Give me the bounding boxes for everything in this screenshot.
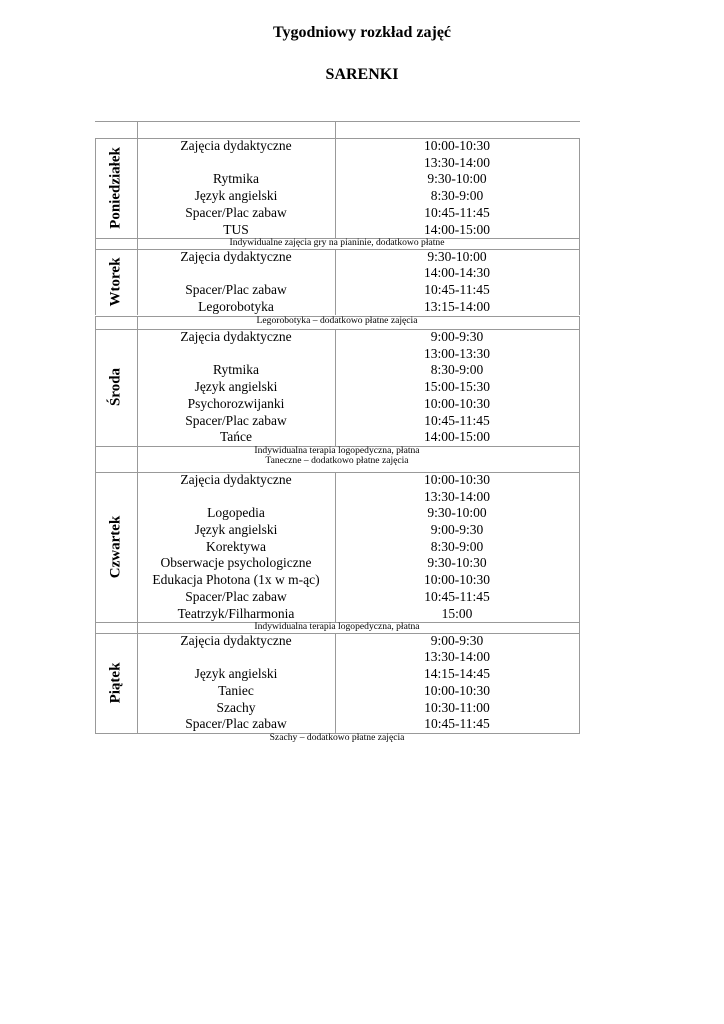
day-label <box>95 633 137 733</box>
note-text: Indywidualna terapia logopedyczna, płatna <box>254 621 420 633</box>
note-text: Taneczne – dodatkowo płatne zajęcia <box>265 455 409 467</box>
time-cell: 15:00 <box>441 605 473 621</box>
activity-cell: Taniec <box>218 682 254 698</box>
activity-cell: TUS <box>223 221 249 237</box>
day-name: Czwartek <box>107 515 124 579</box>
time-cell: 13:30-14:00 <box>424 154 490 170</box>
activity-cell: Tańce <box>219 429 253 445</box>
grid-line <box>579 238 580 249</box>
page-title: Tygodniowy rozkład zajęć <box>272 24 452 41</box>
activity-cell: Zajęcia dydaktyczne <box>180 248 292 264</box>
activity-cell: Język angielski <box>194 188 278 204</box>
time-cell: 9:00-9:30 <box>430 329 484 344</box>
activity-cell: Edukacja Photona (1x w m-ąc) <box>152 572 320 588</box>
time-cell: 10:45-11:45 <box>424 588 490 604</box>
time-cell: 8:30-9:00 <box>430 538 484 554</box>
time-cell: 9:00-9:30 <box>430 522 484 537</box>
note-text: Indywidualne zajęcia gry na pianinie, dodatkowo płatne <box>229 237 445 249</box>
grid-line <box>579 329 580 446</box>
time-cell: 10:00-10:30 <box>424 572 490 588</box>
time-cell: 9:30-10:00 <box>427 505 487 521</box>
time-cell: 14:00-15:00 <box>424 429 490 445</box>
note-text: Szachy – dodatkowo płatne zajęcia <box>269 731 405 743</box>
note-text: Indywidualna terapia logopedyczna, płatna <box>254 444 420 456</box>
note-text: Legorobotyka – dodatkowo płatne zajęcia <box>256 314 418 326</box>
day-label <box>95 138 137 238</box>
time-cell: 10:00-10:30 <box>424 138 490 153</box>
time-cell: 9:00-9:30 <box>430 632 484 648</box>
activity-cell: Język angielski <box>194 379 278 395</box>
grid-line <box>579 446 580 472</box>
time-cell: 14:00-14:30 <box>424 265 490 281</box>
day-label <box>95 329 137 446</box>
grid-line <box>579 249 580 316</box>
grid-line <box>335 121 336 138</box>
time-cell: 10:00-10:30 <box>424 682 490 698</box>
activity-cell: Spacer/Plac zabaw <box>185 716 287 732</box>
activity-cell: Język angielski <box>194 522 278 537</box>
grid-line <box>579 316 580 330</box>
activity-cell: Zajęcia dydaktyczne <box>180 138 292 153</box>
activity-cell: Logopedia <box>207 505 265 521</box>
time-cell: 13:30-14:00 <box>424 649 490 665</box>
day-label <box>95 472 137 622</box>
activity-cell: Teatrzyk/Filharmonia <box>177 605 295 621</box>
grid-line <box>95 121 580 122</box>
time-cell: 14:15-14:45 <box>424 666 490 682</box>
grid-line <box>579 138 580 238</box>
activity-cell: Spacer/Plac zabaw <box>185 412 287 428</box>
time-cell: 14:00-15:00 <box>424 221 490 237</box>
group-name: SARENKI <box>325 66 399 83</box>
grid-line <box>579 633 580 733</box>
time-cell: 15:00-15:30 <box>424 379 490 395</box>
time-cell: 9:30-10:30 <box>427 555 487 571</box>
grid-line <box>579 472 580 622</box>
time-cell: 10:00-10:30 <box>424 395 490 411</box>
activity-cell: Legorobotyka <box>198 298 274 314</box>
day-name: Wtorek <box>107 257 124 307</box>
time-cell: 10:45-11:45 <box>424 412 490 428</box>
time-cell: 8:30-9:00 <box>430 362 484 378</box>
activity-cell: Zajęcia dydaktyczne <box>180 632 292 648</box>
activity-cell: Zajęcia dydaktyczne <box>180 471 292 487</box>
day-name: Środa <box>107 368 124 407</box>
time-cell: 8:30-9:00 <box>430 188 484 204</box>
time-cell: 10:45-11:45 <box>424 204 490 220</box>
time-cell: 9:30-10:00 <box>427 248 487 264</box>
activity-cell: Spacer/Plac zabaw <box>185 282 287 298</box>
day-name: Piątek <box>107 662 124 704</box>
activity-cell: Język angielski <box>194 666 278 682</box>
time-cell: 10:00-10:30 <box>424 471 490 487</box>
activity-cell: Korektywa <box>206 538 266 554</box>
time-cell: 13:00-13:30 <box>424 345 490 361</box>
grid-line <box>579 622 580 633</box>
activity-cell: Spacer/Plac zabaw <box>185 588 287 604</box>
day-label <box>95 249 137 316</box>
activity-cell: Psychorozwijanki <box>187 395 285 411</box>
activity-cell: Rytmika <box>213 171 259 187</box>
activity-cell: Spacer/Plac zabaw <box>185 204 287 220</box>
grid-line <box>137 121 138 138</box>
time-cell: 10:30-11:00 <box>424 699 490 715</box>
activity-cell: Zajęcia dydaktyczne <box>180 329 292 344</box>
activity-cell: Obserwacje psychologiczne <box>160 555 312 571</box>
time-cell: 10:45-11:45 <box>424 282 490 298</box>
time-cell: 13:15-14:00 <box>424 298 490 314</box>
time-cell: 13:30-14:00 <box>424 488 490 504</box>
time-cell: 10:45-11:45 <box>424 716 490 732</box>
activity-cell: Szachy <box>216 699 256 715</box>
activity-cell: Rytmika <box>213 362 259 378</box>
day-name: Poniedziałek <box>107 147 124 229</box>
time-cell: 9:30-10:00 <box>427 171 487 187</box>
